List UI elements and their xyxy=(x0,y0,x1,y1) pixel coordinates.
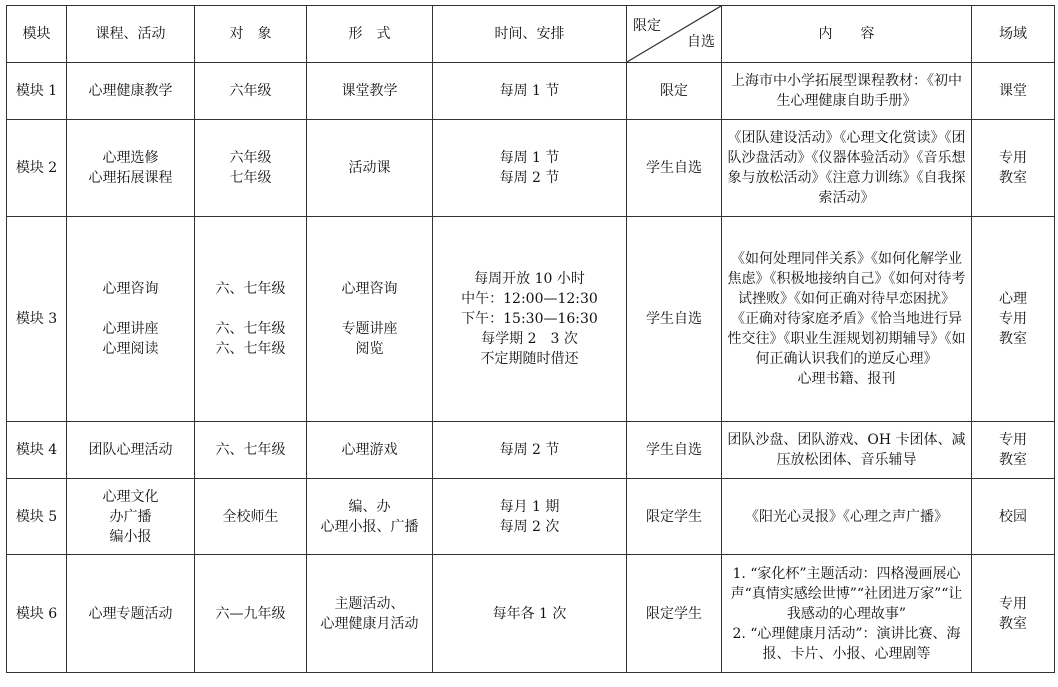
cell-line: 每周 2 节 xyxy=(499,170,560,186)
cell-line: 不定期随时借还 xyxy=(480,351,579,367)
cell-line: 专用 xyxy=(999,595,1027,612)
header-limit-diagonal xyxy=(627,6,722,63)
cell-time xyxy=(433,63,627,120)
table-body xyxy=(7,63,1055,673)
cell-target xyxy=(195,217,307,422)
cell-line: 课堂 xyxy=(999,83,1027,99)
cell-line: 2. “心理健康月活动”：演讲比赛、海报、卡片、小报、心理剧等 xyxy=(732,625,961,662)
cell-line: 六年级 xyxy=(229,83,272,99)
cell-line: 六、七年级 xyxy=(215,442,286,458)
cell-line: 中午：12:00—12:30 xyxy=(461,291,598,307)
cell-course xyxy=(67,422,195,479)
cell-limit: 学生自选 xyxy=(627,422,722,479)
cell-line: 《阳光心灵报》《心理之声广播》 xyxy=(745,508,948,525)
cell-course xyxy=(67,217,195,422)
cell-line: 每周 2 次 xyxy=(499,518,560,535)
header-module: 模块 xyxy=(7,6,67,63)
cell-module: 模块 5 xyxy=(7,479,67,555)
cell-form xyxy=(307,422,433,479)
cell-course xyxy=(67,479,195,555)
cell-target xyxy=(195,63,307,120)
cell-line: 活动课 xyxy=(348,160,391,176)
cell-line: 主题活动、 xyxy=(334,595,405,612)
cell-line: 心理健康教学 xyxy=(88,83,173,99)
cell-line: 七年级 xyxy=(229,170,272,186)
cell-line: 心理健康月活动 xyxy=(320,615,419,632)
table-row xyxy=(7,217,1055,422)
cell-line: 每周 1 节 xyxy=(499,150,560,166)
cell-course xyxy=(67,555,195,673)
cell-content xyxy=(722,479,972,555)
cell-line: 专用 xyxy=(999,432,1027,448)
cell-line: 心理小报、广播 xyxy=(320,518,419,535)
cell-target xyxy=(195,479,307,555)
cell-limit: 学生自选 xyxy=(627,217,722,422)
cell-line: 教室 xyxy=(999,170,1027,186)
cell-line: 团队心理活动 xyxy=(88,442,173,458)
cell-limit: 限定学生 xyxy=(627,479,722,555)
cell-line: 校园 xyxy=(999,508,1027,525)
cell-line: 《如何处理同伴关系》《如何化解学业焦虑》《积极地接纳自己》《如何对待考试挫败》《如何正确对待早恋困扰》 xyxy=(727,251,966,307)
cell-course xyxy=(67,63,195,120)
cell-module: 模块 4 xyxy=(7,422,67,479)
cell-target xyxy=(195,555,307,673)
cell-line: 团队沙盘、团队游戏、OH 卡团体、减压放松团体、音乐辅导 xyxy=(727,432,966,468)
cell-line: 《团队建设活动》《心理文化赏读》《团队沙盘活动》《仪器体验活动》《音乐想象与放松活动》《注意力训练》《自我探索活动》 xyxy=(727,130,966,206)
cell-line xyxy=(71,299,190,319)
cell-line: 六、七年级 xyxy=(215,341,286,357)
header-form: 形 式 xyxy=(307,6,433,63)
cell-form xyxy=(307,479,433,555)
cell-time xyxy=(433,217,627,422)
cell-line: 课堂教学 xyxy=(341,83,398,99)
cell-form xyxy=(307,217,433,422)
cell-line: 下午：15:30—16:30 xyxy=(461,311,598,327)
cell-content xyxy=(722,555,972,673)
cell-form xyxy=(307,63,433,120)
cell-line xyxy=(199,299,302,319)
cell-line: 教室 xyxy=(999,615,1027,632)
cell-form xyxy=(307,555,433,673)
cell-limit: 限定学生 xyxy=(627,555,722,673)
cell-time xyxy=(433,479,627,555)
cell-line: 每月 1 期 xyxy=(499,498,560,515)
header-venue: 场域 xyxy=(972,6,1055,63)
cell-line: 心理游戏 xyxy=(341,442,398,458)
cell-line: 编小报 xyxy=(109,528,152,545)
cell-time xyxy=(433,120,627,217)
cell-line xyxy=(311,299,428,319)
cell-line: 心理选修 xyxy=(102,150,159,166)
cell-content xyxy=(722,217,972,422)
cell-line: 办广播 xyxy=(109,508,152,525)
cell-line: 六—九年级 xyxy=(215,605,286,622)
cell-line: 每周 1 节 xyxy=(499,83,560,99)
cell-line: 心理文化 xyxy=(102,488,159,505)
table-row xyxy=(7,422,1055,479)
cell-line: 编、办 xyxy=(348,498,391,515)
cell-content xyxy=(722,422,972,479)
cell-line: 心理咨询 xyxy=(102,281,159,297)
cell-line: 每周 2 节 xyxy=(499,442,560,458)
cell-module: 模块 6 xyxy=(7,555,67,673)
cell-line: 心理专题活动 xyxy=(88,605,173,622)
table-row xyxy=(7,120,1055,217)
header-time: 时间、安排 xyxy=(433,6,627,63)
cell-line: 教室 xyxy=(999,452,1027,468)
cell-line: 上海市中小学拓展型课程教材：《初中生心理健康自助手册》 xyxy=(731,73,962,109)
cell-venue xyxy=(972,479,1055,555)
cell-line: 心理阅读 xyxy=(102,341,159,357)
cell-venue xyxy=(972,120,1055,217)
header-course: 课程、活动 xyxy=(67,6,195,63)
cell-line: 专题讲座 xyxy=(341,321,398,337)
cell-venue xyxy=(972,217,1055,422)
cell-line: 阅览 xyxy=(355,341,384,357)
cell-target xyxy=(195,120,307,217)
cell-line: 心理讲座 xyxy=(102,321,159,337)
header-limit-top: 限定 xyxy=(633,18,661,34)
cell-line: 心理咨询 xyxy=(341,281,398,297)
cell-line: 《正确对待家庭矛盾》《恰当地进行异性交往》《职业生涯规划初期辅导》《如何正确认识我们的逆反心理》 xyxy=(727,311,966,367)
cell-content xyxy=(722,120,972,217)
table-row xyxy=(7,479,1055,555)
curriculum-table xyxy=(6,5,1055,673)
cell-venue xyxy=(972,555,1055,673)
cell-line: 心理 xyxy=(999,291,1027,307)
cell-line: 专用 xyxy=(999,311,1027,327)
header-target: 对 象 xyxy=(195,6,307,63)
cell-line: 1. “家化杯”主题活动：四格漫画展心声“真情实感绘世博”“社团进万家”“让我感动的心理故事” xyxy=(730,565,963,622)
cell-time xyxy=(433,422,627,479)
cell-line: 每年各 1 次 xyxy=(492,605,567,622)
cell-line: 六、七年级 xyxy=(215,281,286,297)
table-row xyxy=(7,555,1055,673)
cell-venue xyxy=(972,63,1055,120)
header-limit-bottom: 自选 xyxy=(687,34,715,50)
cell-line: 专用 xyxy=(999,150,1027,166)
table-row xyxy=(7,63,1055,120)
cell-form xyxy=(307,120,433,217)
cell-line: 六年级 xyxy=(229,150,272,166)
cell-target xyxy=(195,422,307,479)
cell-line: 每学期 2 3 次 xyxy=(481,331,578,347)
cell-module: 模块 2 xyxy=(7,120,67,217)
header-content: 内 容 xyxy=(722,6,972,63)
cell-line: 全校师生 xyxy=(222,508,279,525)
cell-content xyxy=(722,63,972,120)
cell-line: 心理书籍、报刊 xyxy=(797,371,896,387)
cell-venue xyxy=(972,422,1055,479)
cell-module: 模块 1 xyxy=(7,63,67,120)
cell-line: 每周开放 10 小时 xyxy=(474,271,585,287)
cell-course xyxy=(67,120,195,217)
cell-line: 心理拓展课程 xyxy=(88,170,173,186)
cell-limit: 限定 xyxy=(627,63,722,120)
header-row xyxy=(7,6,1055,63)
cell-limit: 学生自选 xyxy=(627,120,722,217)
cell-line: 教室 xyxy=(999,331,1027,347)
cell-module: 模块 3 xyxy=(7,217,67,422)
cell-line: 六、七年级 xyxy=(215,321,286,337)
cell-time xyxy=(433,555,627,673)
